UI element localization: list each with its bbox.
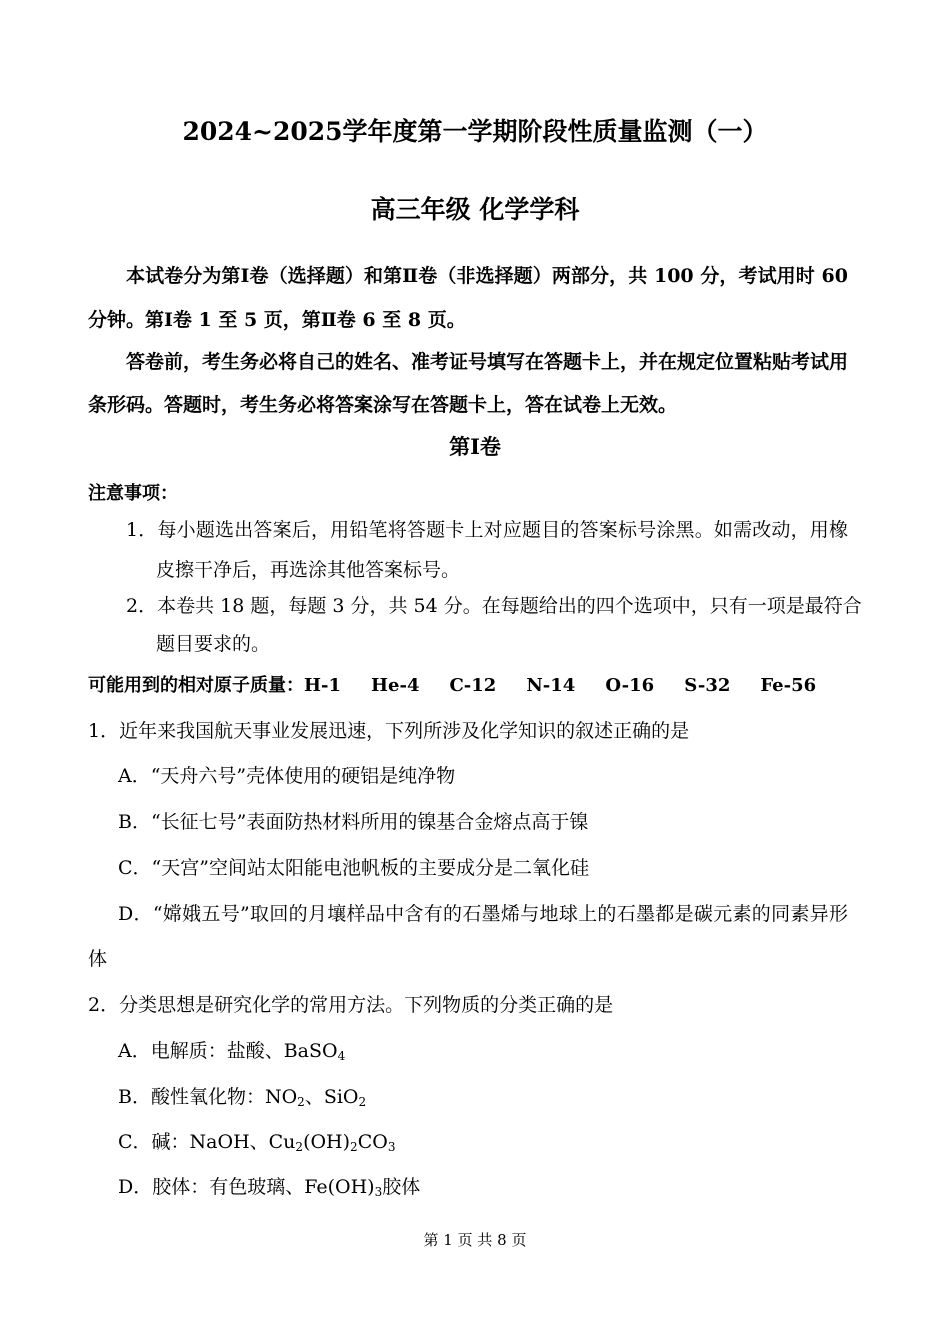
atomic-mass-item: O-16 [605, 675, 655, 696]
question-1-option-d-line-1: D．“嫦娥五号”取回的月壤样品中含有的石墨烯与地球上的石墨都是碳元素的同素异形 [118, 903, 848, 925]
atomic-mass-item: S-32 [684, 675, 731, 696]
question-2-option-d: D．胶体：有色玻璃、$Fe(OH)_3$胶体 [118, 1176, 421, 1199]
intro-paragraph-2-line-2: 条形码。答题时，考生务必将答案涂写在答题卡上，答在试卷上无效。 [88, 394, 678, 416]
question-1-option-a: A．“天舟六号”壳体使用的硬铝是纯净物 [118, 765, 456, 787]
question-2-option-c: C．碱：NaOH、$Cu_2(OH)_2CO_3$ [118, 1131, 396, 1154]
question-2-stem: 2．分类思想是研究化学的常用方法。下列物质的分类正确的是 [88, 994, 614, 1016]
intro-paragraph-1-line-2: 分钟。第Ⅰ卷 1 至 5 页，第Ⅱ卷 6 至 8 页。 [88, 309, 466, 331]
intro-paragraph-2-line-1: 答卷前，考生务必将自己的姓名、准考证号填写在答题卡上，并在规定位置粘贴考试用 [126, 351, 849, 373]
notes-heading: 注意事项： [88, 483, 178, 504]
note-2-line-2: 题目要求的。 [156, 633, 271, 655]
question-1-stem: 1．近年来我国航天事业发展迅速，下列所涉及化学知识的叙述正确的是 [88, 720, 690, 742]
atomic-mass-item: N-14 [526, 675, 576, 696]
atomic-masses [88, 674, 816, 698]
question-1-option-d-line-2: 体 [88, 948, 108, 970]
section-title: 第Ⅰ卷 [449, 434, 501, 459]
page-footer: 第 1 页 共 8 页 [423, 1231, 527, 1249]
note-1-line-2: 皮擦干净后，再选涂其他答案标号。 [156, 559, 461, 581]
exam-subtitle: 高三年级 化学学科 [370, 195, 580, 224]
atomic-mass-item: C-12 [449, 675, 497, 696]
atomic-mass-item: Fe-56 [760, 675, 817, 696]
intro-paragraph-1-line-1: 本试卷分为第Ⅰ卷（选择题）和第Ⅱ卷（非选择题）两部分，共 100 分，考试用时 60 [126, 265, 848, 287]
exam-title: 2024~2025学年度第一学期阶段性质量监测（一） [182, 117, 768, 146]
question-2-option-b: B．酸性氧化物：$NO_2$、SiO$_2$ [118, 1086, 367, 1109]
note-1-line-1: 1．每小题选出答案后，用铅笔将答题卡上对应题目的答案标号涂黑。如需改动，用橡 [126, 519, 848, 541]
question-1-option-b: B．“长征七号”表面防热材料所用的镍基合金熔点高于镍 [118, 811, 589, 833]
note-2-line-1: 2．本卷共 18 题，每题 3 分，共 54 分。在每题给出的四个选项中，只有一项是最符合 [126, 595, 862, 617]
question-1-option-c: C．“天宫”空间站太阳能电池帆板的主要成分是二氧化硅 [118, 857, 589, 879]
atomic-masses-label: 可能用到的相对原子质量： [88, 675, 304, 696]
atomic-mass-item: H-1 [304, 675, 342, 696]
atomic-mass-item: He-4 [371, 675, 420, 696]
question-2-option-a: A．电解质：盐酸、BaSO$_4$ [118, 1040, 346, 1063]
